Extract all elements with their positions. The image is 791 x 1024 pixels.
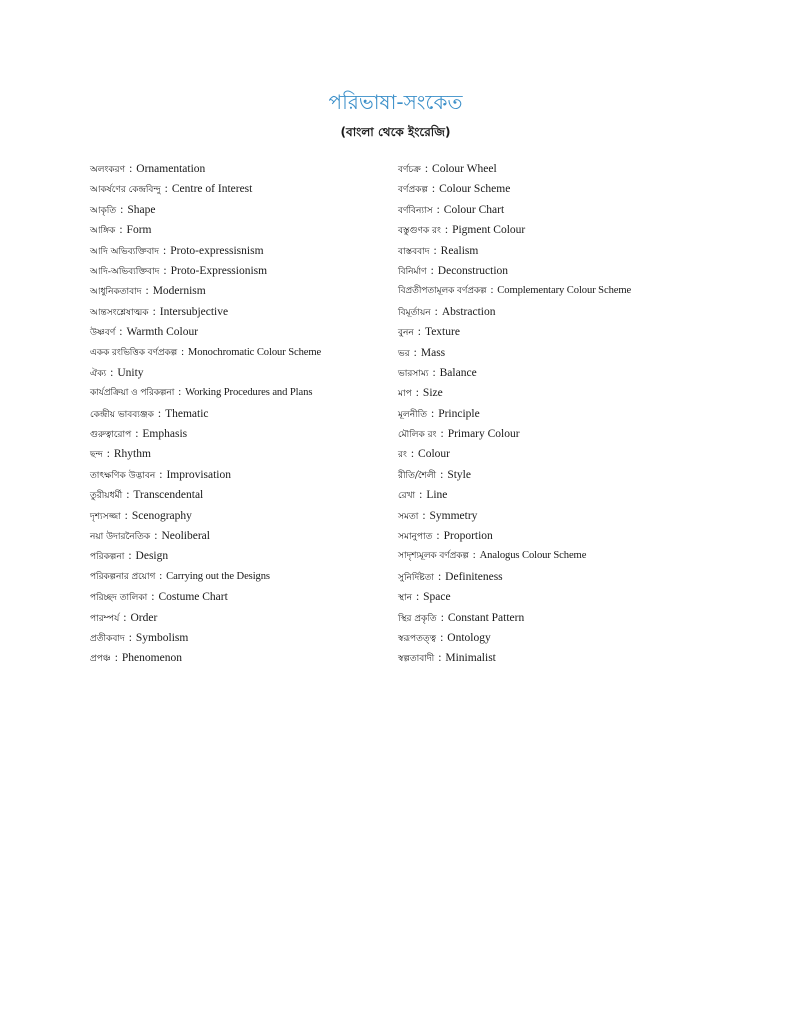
term-english: Modernism xyxy=(152,285,206,298)
term-separator: : xyxy=(436,203,440,216)
term-bengali: পারম্পর্য xyxy=(90,613,120,624)
glossary-entry xyxy=(90,322,390,342)
term-english: Centre of Interest xyxy=(171,183,253,196)
term-english: Shape xyxy=(127,203,156,216)
term-separator: : xyxy=(159,570,163,582)
term-bengali: মৌলিক রং xyxy=(398,430,437,441)
term-bengali: গুরুত্বারোপ xyxy=(90,430,132,441)
term-separator: : xyxy=(157,407,162,420)
term-english: Mass xyxy=(420,346,446,359)
glossary-entry xyxy=(90,485,390,505)
glossary-entry xyxy=(398,444,698,464)
glossary-entry xyxy=(398,383,698,403)
glossary-entry xyxy=(90,608,390,628)
term-english: Space xyxy=(423,591,451,604)
term-bengali: বিনির্মাণ xyxy=(398,266,427,277)
term-english: Colour Wheel xyxy=(432,163,497,175)
term-english: Complementary Colour Scheme xyxy=(497,285,632,297)
term-english: Constant Pattern xyxy=(447,611,525,624)
term-separator: : xyxy=(135,428,139,441)
term-separator: : xyxy=(422,509,426,522)
term-english: Symbolism xyxy=(135,631,189,644)
term-bengali: আন্তসংশ্লেষাত্মক xyxy=(90,307,149,318)
term-english: Proto-Expressionism xyxy=(170,264,268,277)
term-separator: : xyxy=(432,366,436,379)
glossary-entry xyxy=(90,424,390,444)
term-english: Principle xyxy=(438,407,480,420)
glossary-entry xyxy=(90,648,390,668)
term-bengali: সমতা xyxy=(398,511,419,522)
term-english: Unity xyxy=(117,366,144,379)
term-separator: : xyxy=(119,224,123,237)
term-separator: : xyxy=(430,264,434,277)
term-separator: : xyxy=(178,387,182,399)
term-bengali: বর্ণচক্র xyxy=(398,165,421,175)
term-english: Design xyxy=(135,550,169,563)
term-separator: : xyxy=(410,448,415,461)
term-english: Proto-expressisnism xyxy=(170,244,264,257)
term-bengali: আকর্ষণের কেন্দ্রবিন্দু xyxy=(90,185,161,196)
term-separator: : xyxy=(124,509,128,522)
glossary-entry xyxy=(398,587,698,607)
glossary-entry xyxy=(398,281,698,301)
term-english: Deconstruction xyxy=(437,264,509,277)
term-bengali: কার্যপ্রক্রিয়া ও পরিকল্পনা xyxy=(90,388,175,399)
term-english: Texture xyxy=(424,326,460,339)
term-separator: : xyxy=(417,326,421,339)
glossary-entry xyxy=(90,159,390,179)
term-bengali: পরিকল্পনা xyxy=(90,552,125,563)
term-bengali: বিপ্রতীপতামূলক বর্ণপ্রকল্প xyxy=(398,286,487,297)
term-bengali: স্থান xyxy=(398,593,412,604)
page-subtitle: (বাংলা থেকে ইংরেজি) xyxy=(340,125,451,139)
term-english: Costume Chart xyxy=(158,591,228,604)
term-separator: : xyxy=(126,489,130,502)
term-bengali: অলংকরণ xyxy=(90,165,126,175)
term-english: Neoliberal xyxy=(161,530,210,543)
glossary-entry xyxy=(398,200,698,220)
term-bengali: ছন্দ xyxy=(90,450,103,461)
term-bengali: স্বল্পতাবাদী xyxy=(398,654,435,665)
term-english: Carrying out the Designs xyxy=(166,570,270,582)
glossary-entry xyxy=(90,404,390,424)
term-english: Colour Scheme xyxy=(439,183,511,196)
term-bengali: সমানুপাত xyxy=(398,532,433,543)
term-english: Thematic xyxy=(165,407,209,420)
glossary-entry xyxy=(90,506,390,526)
term-bengali: স্থির প্রকৃতি xyxy=(398,613,437,624)
term-separator: : xyxy=(123,611,127,624)
glossary-entry xyxy=(398,179,698,199)
glossary-entry xyxy=(90,444,390,464)
term-bengali: বর্ণপ্রকল্প xyxy=(398,185,428,196)
term-separator: : xyxy=(433,244,437,257)
term-separator: : xyxy=(444,224,449,237)
term-bengali: বুনন xyxy=(398,328,414,339)
glossary-entry xyxy=(90,241,390,261)
glossary-entry xyxy=(90,465,390,485)
term-separator: : xyxy=(152,305,156,318)
term-english: Order xyxy=(130,611,158,624)
glossary-entry xyxy=(398,648,698,668)
term-english: Balance xyxy=(439,366,477,379)
term-bengali: বর্ণবিন্যাস xyxy=(398,205,433,216)
term-english: Phenomenon xyxy=(121,652,182,665)
glossary-column-right xyxy=(398,159,698,669)
term-bengali: স্বরূপতত্ত্ব xyxy=(398,633,437,644)
term-bengali: ভারসাম্য xyxy=(398,368,429,379)
term-english: Warmth Colour xyxy=(126,326,199,339)
term-separator: : xyxy=(128,550,132,563)
term-separator: : xyxy=(490,285,494,297)
term-separator: : xyxy=(415,387,419,400)
term-english: Working Procedures and Plans xyxy=(185,387,313,399)
glossary-entry xyxy=(398,465,698,485)
glossary-entry xyxy=(90,587,390,607)
term-separator: : xyxy=(472,550,476,562)
term-separator: : xyxy=(440,468,444,481)
glossary-entry xyxy=(398,343,698,363)
term-bengali: রেখা xyxy=(398,491,416,502)
term-bengali: একক রংভিত্তিক বর্ণপ্রকল্প xyxy=(90,347,178,358)
glossary-entry xyxy=(90,200,390,220)
term-bengali: পরিকল্পনার প্রয়োগ xyxy=(90,571,156,582)
term-bengali: তাৎক্ষণিক উদ্ভাবন xyxy=(90,470,156,481)
term-english: Scenography xyxy=(131,509,192,522)
glossary-entry xyxy=(398,608,698,628)
term-separator: : xyxy=(154,530,158,543)
term-separator: : xyxy=(129,163,133,175)
glossary-entry xyxy=(90,302,390,322)
glossary-entry xyxy=(398,220,698,240)
term-separator: : xyxy=(424,163,429,175)
glossary-entry xyxy=(90,343,390,363)
term-english: Improvisation xyxy=(166,468,231,481)
term-bengali: রং xyxy=(398,450,407,461)
term-bengali: আকৃতি xyxy=(90,205,117,216)
glossary-entry xyxy=(90,220,390,240)
term-separator: : xyxy=(151,591,155,604)
term-english: Monochromatic Colour Scheme xyxy=(187,346,322,358)
term-bengali: আঙ্গিক xyxy=(90,226,116,237)
glossary-entry xyxy=(90,281,390,301)
glossary-entry xyxy=(398,485,698,505)
term-english: Style xyxy=(447,468,471,481)
glossary-entry xyxy=(398,302,698,322)
term-separator: : xyxy=(128,631,132,644)
term-separator: : xyxy=(413,346,417,359)
glossary-entry xyxy=(398,404,698,424)
term-english: Proportion xyxy=(443,530,493,543)
term-bengali: সুনির্দিষ্টতা xyxy=(398,572,434,583)
glossary-entry xyxy=(398,546,698,566)
glossary-entry xyxy=(90,526,390,546)
term-separator: : xyxy=(164,183,168,196)
term-bengali: বিমূর্তায়ন xyxy=(398,307,431,318)
term-separator: : xyxy=(419,489,423,502)
term-bengali: সাদৃশ্যমূলক বর্ণপ্রকল্প xyxy=(398,551,469,562)
term-bengali: আদি অভিব্যক্তিবাদ xyxy=(90,246,160,257)
glossary-entry xyxy=(90,179,390,199)
term-separator: : xyxy=(119,326,123,339)
term-separator: : xyxy=(163,264,167,277)
term-bengali: পরিচ্ছদ তালিকা xyxy=(90,593,148,604)
term-english: Ornamentation xyxy=(136,163,206,175)
glossary-entry xyxy=(398,506,698,526)
term-english: Symmetry xyxy=(429,509,478,522)
term-english: Ontology xyxy=(447,631,491,644)
term-separator: : xyxy=(159,468,163,481)
term-english: Colour Chart xyxy=(443,203,505,216)
term-separator: : xyxy=(120,203,124,216)
glossary-entry xyxy=(398,526,698,546)
glossary-entry xyxy=(398,159,698,179)
term-english: Emphasis xyxy=(142,428,188,441)
glossary-entry xyxy=(90,628,390,648)
term-separator: : xyxy=(440,428,444,441)
term-bengali: দৃশ্যসজ্জা xyxy=(90,511,121,522)
glossary-entry xyxy=(90,363,390,383)
term-bengali: কেন্দ্রীয় ভাবব্যঞ্জক xyxy=(90,409,154,420)
term-english: Definiteness xyxy=(445,570,503,583)
term-separator: : xyxy=(437,570,442,583)
term-english: Rhythm xyxy=(113,448,151,461)
glossary-entry xyxy=(90,261,390,281)
term-separator: : xyxy=(440,611,444,624)
term-bengali: তুরীয়ধর্মী xyxy=(90,491,123,502)
term-english: Minimalist xyxy=(445,652,496,665)
term-bengali: উষ্ণবর্ণ xyxy=(90,328,116,339)
term-english: Colour xyxy=(418,448,450,461)
term-english: Primary Colour xyxy=(447,428,520,441)
term-english: Analogus Colour Scheme xyxy=(479,550,587,562)
glossary-entry xyxy=(398,424,698,444)
term-bengali: বস্তুগুণক রং xyxy=(398,226,441,237)
term-english: Intersubjective xyxy=(159,305,229,318)
term-separator: : xyxy=(434,305,438,318)
glossary-entry xyxy=(398,363,698,383)
term-separator: : xyxy=(181,346,184,358)
term-bengali: রীতি/শৈলী xyxy=(398,470,437,481)
term-english: Size xyxy=(422,387,443,400)
glossary-entry xyxy=(398,567,698,587)
glossary-entry xyxy=(90,546,390,566)
glossary-entry xyxy=(90,567,390,587)
term-bengali: মাপ xyxy=(398,389,412,400)
term-bengali: মূলনীতি xyxy=(398,409,427,420)
glossary-column-left xyxy=(90,159,390,669)
term-bengali: প্রপঞ্চ xyxy=(90,654,111,665)
term-separator: : xyxy=(114,652,118,665)
term-bengali: প্রতীকবাদ xyxy=(90,633,125,644)
term-english: Abstraction xyxy=(441,305,496,318)
term-english: Pigment Colour xyxy=(452,224,526,237)
glossary-entry xyxy=(90,383,390,403)
term-bengali: নয়া উদারনৈতিক xyxy=(90,532,151,543)
term-english: Realism xyxy=(440,244,479,257)
term-separator: : xyxy=(436,530,440,543)
term-separator: : xyxy=(106,448,110,461)
glossary-entry xyxy=(398,261,698,281)
glossary-entry xyxy=(398,322,698,342)
glossary-entry xyxy=(398,628,698,648)
term-english: Transcendental xyxy=(133,489,204,502)
term-bengali: আদি-অভিব্যক্তিবাদ xyxy=(90,266,160,277)
glossary-entry xyxy=(398,241,698,261)
term-separator: : xyxy=(110,366,114,379)
term-bengali: বাস্তববাদ xyxy=(398,246,430,257)
term-separator: : xyxy=(430,407,435,420)
term-english: Form xyxy=(126,224,152,237)
term-separator: : xyxy=(431,183,436,196)
term-separator: : xyxy=(145,285,149,298)
term-bengali: ঐক্য xyxy=(90,368,107,379)
page-title: পরিভাষা-সংকেত xyxy=(328,90,463,114)
term-separator: : xyxy=(415,591,420,604)
term-bengali: আধুনিকতাবাদ xyxy=(90,287,142,298)
term-bengali: ভর xyxy=(398,348,410,359)
term-separator: : xyxy=(438,652,442,665)
term-english: Line xyxy=(426,489,448,502)
term-separator: : xyxy=(163,244,167,257)
term-separator: : xyxy=(440,631,444,644)
